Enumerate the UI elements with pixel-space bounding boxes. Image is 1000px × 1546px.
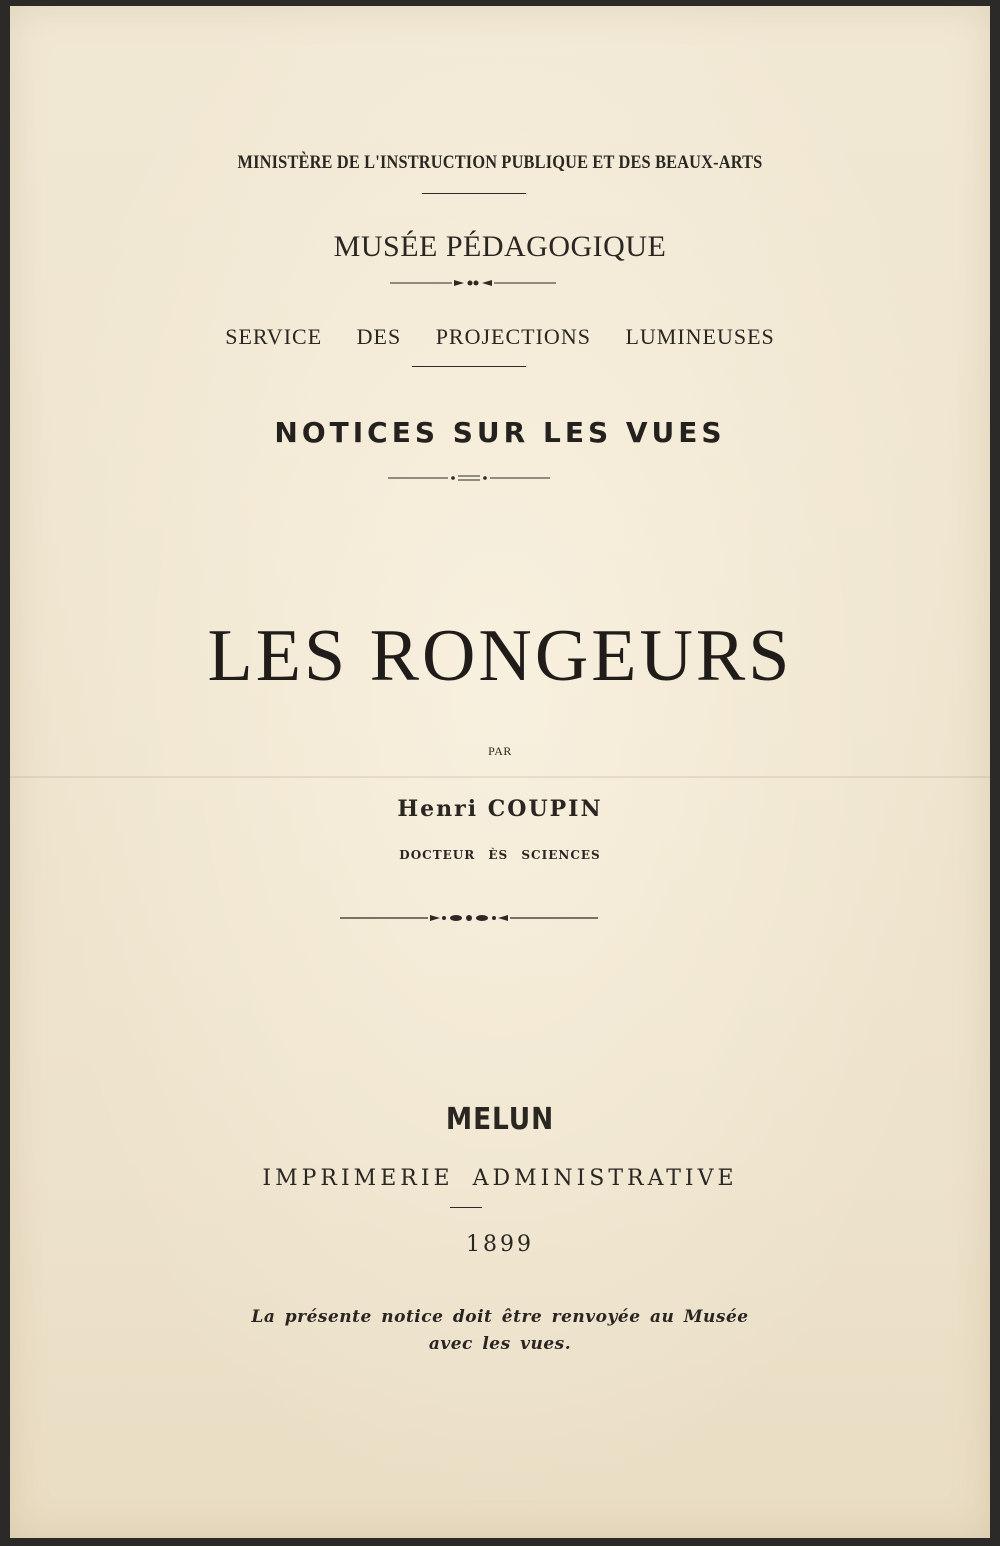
author-degree: DOCTEUR ÈS SCIENCES bbox=[399, 848, 601, 862]
ministry-heading: MINISTÈRE DE L'INSTRUCTION PUBLIQUE ET DES BEAUX-ARTS bbox=[237, 152, 763, 173]
return-notice-line: avec les vues. bbox=[428, 1334, 572, 1354]
imprint-year: 1899 bbox=[466, 1232, 534, 1257]
document-page bbox=[10, 6, 990, 1538]
series-heading: NOTICES SUR LES VUES bbox=[274, 416, 726, 449]
paper-fold bbox=[10, 776, 990, 778]
imprint-printer: IMPRIMERIE ADMINISTRATIVE bbox=[262, 1166, 738, 1191]
by-label: PAR bbox=[488, 744, 512, 758]
divider-rule bbox=[450, 1207, 482, 1208]
divider-rule bbox=[422, 193, 526, 194]
ornament-divider bbox=[388, 472, 550, 484]
divider-rule bbox=[412, 366, 526, 367]
ornament-divider bbox=[390, 276, 556, 290]
return-notice bbox=[10, 1304, 990, 1358]
ornament-divider bbox=[340, 911, 598, 925]
service-heading: SERVICE DES PROJECTIONS LUMINEUSES bbox=[225, 324, 775, 349]
museum-heading: MUSÉE PÉDAGOGIQUE bbox=[333, 230, 667, 263]
imprint-city: MELUN bbox=[445, 1102, 555, 1137]
author-name: Henri COUPIN bbox=[397, 796, 603, 822]
return-notice-line: La présente notice doit être renvoyée au Musée bbox=[251, 1307, 749, 1327]
document-title: LES RONGEURS bbox=[207, 615, 793, 697]
